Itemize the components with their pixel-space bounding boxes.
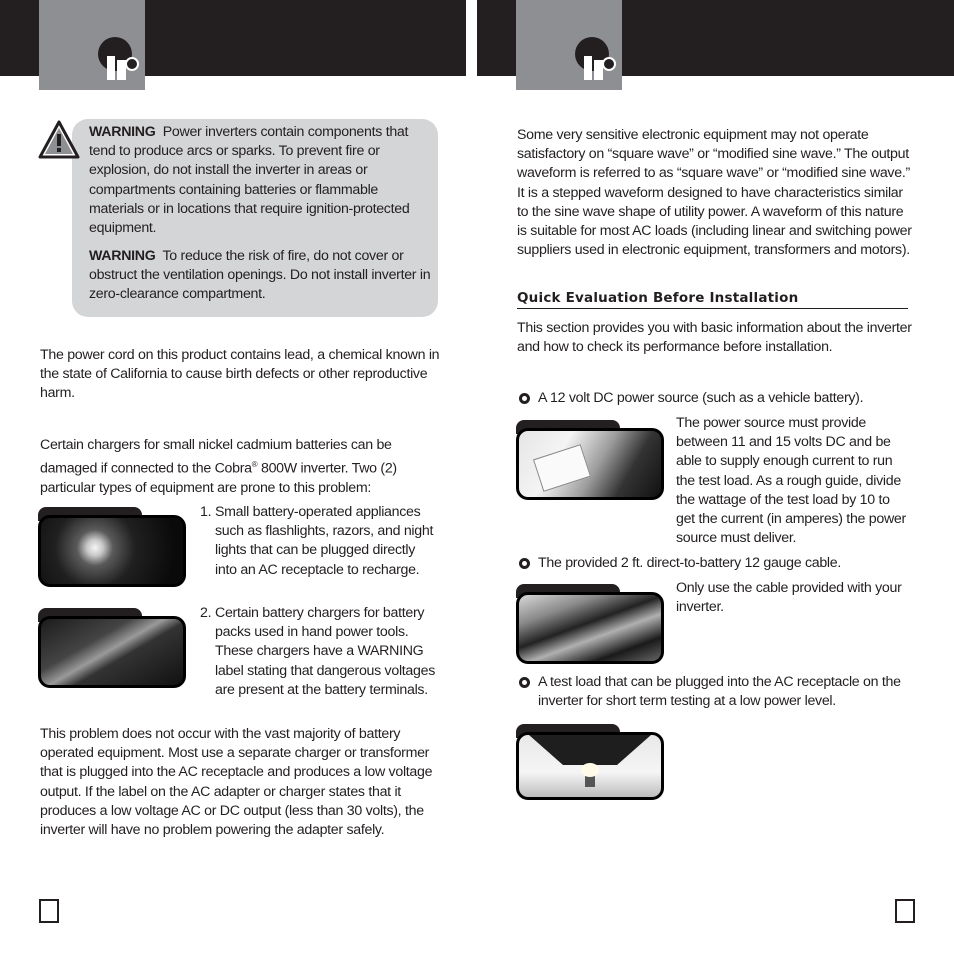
bullet-circle-icon (519, 558, 530, 569)
problem-paragraph: This problem does not occur with the vast majority of battery operated equipment. Most use a separate charger or transformer that is plugged into the AC receptacle and produces a low voltage output. If the label on the AC adapter or charger states that it produces a low voltage AC or DC output (less than 30 volts), the inverter will have no problem powering the adapter safely. (40, 726, 433, 839)
warning-text: To reduce the risk of fire, do not cover or obstruct the ventilation openings. Do not install inverter in zero-clearance compartment. (89, 248, 431, 303)
list-number: 2. (200, 605, 212, 621)
page-corner-left (39, 899, 59, 923)
bullet-text: The provided 2 ft. direct-to-battery 12 gauge cable. (538, 555, 842, 571)
warning-2 (89, 247, 434, 305)
battery-photo (516, 428, 664, 500)
warning-text: Power inverters contain components that tend to produce arcs or sparks. To prevent fire or explosion, do not install the inverter in areas or compartments containing batteries or flammable materials or in locations that require ignition-protected equipment. (89, 124, 410, 237)
cable-photo (516, 592, 664, 664)
flashlight-photo (38, 515, 186, 587)
bullet-text: A test load that can be plugged into the AC receptacle on the inverter for short term testing at a low power level. (538, 674, 901, 710)
warning-1 (89, 123, 434, 238)
chargers-text-a: Certain chargers for small nickel cadmium batteries can be damaged if connected to the Cobra (40, 437, 392, 477)
list-number: 1. (200, 504, 212, 520)
list-text: Certain battery chargers for battery packs used in hand power tools. These chargers have a WARNING label stating that dangerous voltages are present at the battery terminals. (215, 605, 436, 698)
warning-label: WARNING (89, 248, 156, 264)
bullet-circle-icon (519, 393, 530, 404)
bullet-text: A 12 volt DC power source (such as a vehicle battery). (538, 390, 864, 406)
lead-paragraph: The power cord on this product contains lead, a chemical known in the state of California to cause birth defects or other reproductive harm. (40, 347, 440, 402)
page-corner-right (895, 899, 915, 923)
chess-knight-icon (571, 34, 621, 84)
lamp-shade-icon (519, 735, 661, 797)
intro-paragraph: Some very sensitive electronic equipment may not operate satisfactory on “square wave” or “modified sine wave.” The output waveform is referred to as “square wave” or “modified sine wave.” It is a stepped waveform designed to have characteristics similar to the sine wave shape of utility power. A waveform of this nature is suitable for most AC loads (including linear and switching power suppliers used in electronic equipment, transformers and motors). (517, 127, 912, 259)
chargers-paragraph (40, 436, 440, 498)
chess-knight-icon (94, 34, 144, 84)
list-text: Small battery-operated appliances such as flashlights, razors, and night lights that can be plugged directly into an AC receptacle to recharge. (215, 504, 434, 578)
lamp-photo (516, 732, 664, 800)
bullet-circle-icon (519, 677, 530, 688)
drill-photo (38, 616, 186, 688)
warning-triangle-icon (38, 120, 80, 160)
warning-label: WARNING (89, 124, 156, 140)
bullet-description: The power source must provide between 11 and 15 volts DC and be able to supply enough current to run the test load. As a rough guide, divide the wattage of the test load by 10 to get the current (in amperes) the power source must deliver. (676, 415, 906, 547)
battery-label-sticker (533, 444, 591, 492)
list-item (200, 604, 440, 700)
section-title: Quick Evaluation Before Installation (517, 290, 908, 309)
chargers-text-b: 800W inverter. Two (2) particular types of equipment are prone to this problem: (40, 460, 397, 497)
bullet-description: Only use the cable provided with your inverter. (676, 580, 902, 616)
list-item (200, 503, 440, 580)
section-paragraph: This section provides you with basic information about the inverter and how to check its performance before installation. (517, 320, 912, 356)
registered-mark: ® (251, 460, 258, 470)
